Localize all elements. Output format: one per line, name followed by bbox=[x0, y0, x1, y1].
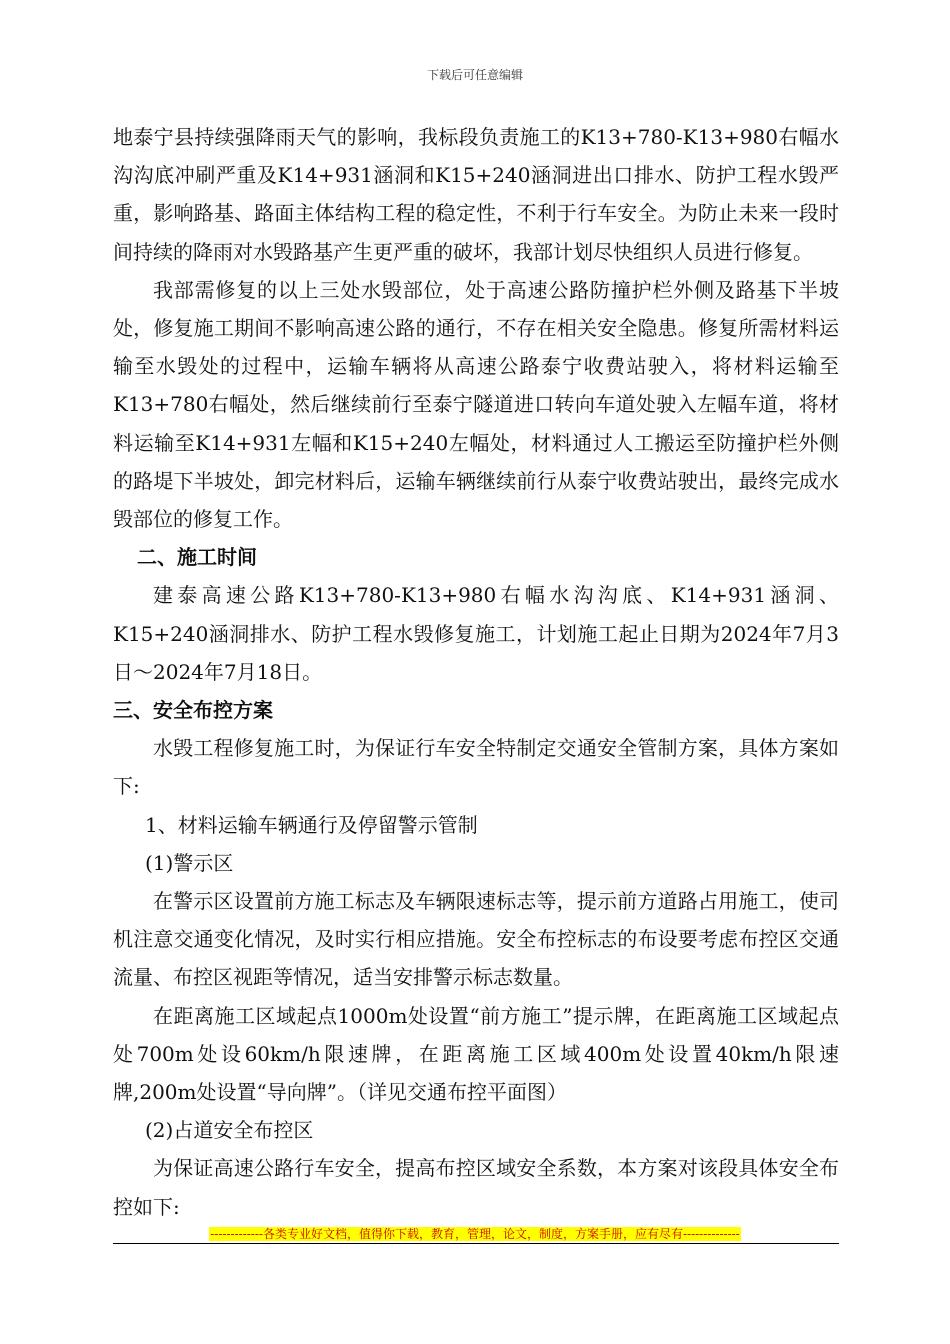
paragraph-7: 为保证高速公路行车安全，提高布控区域安全系数，本方案对该段具体安全布控如下: bbox=[113, 1156, 839, 1219]
subheading-material-transport: 1、材料运输车辆通行及停留警示管制 bbox=[145, 812, 478, 837]
paragraph-2: 我部需修复的以上三处水毁部位，处于高速公路防撞护栏外侧及路基下半坡处，修复施工期间不影响高速公路的通行，不存在相关安全隐患。修复所需材料运输至水毁处的过程中，运输车辆将从高速公路泰宁收费站驶入，将材料运输至K13+780右幅处，然后继续前行至泰宁隧道进口转向车道处驶入左幅车道，将材料运输至K14+931左幅和K15+240左幅处，材料通过人工搬运至防撞护栏外侧的路堤下半坡处，卸完材料后，运输车辆继续前行从泰宁收费站驶出，最终完成水毁部位的修复工作。 bbox=[113, 277, 839, 532]
paragraph-1: 地泰宁县持续强降雨天气的影响，我标段负责施工的K13+780-K13+980右幅水沟沟底冲刷严重及K14+931涵洞和K15+240涵洞进出口排水、防护工程水毁严重，影响路基、路面主体结构工程的稳定性，不利于行车安全。为防止未来一段时间持续的降雨对水毁路基产生更严重的破坏，我部计划尽快组织人员进行修复。 bbox=[113, 125, 839, 264]
paragraph-3: 建泰高速公路K13+780-K13+980右幅水沟沟底、K14+931涵洞、K15+240涵洞排水、防护工程水毁修复施工，计划施工起止日期为2024年7月3日～2024年7月18日。 bbox=[113, 583, 839, 684]
paragraph-6: 在距离施工区域起点1000m处设置“前方施工”提示牌，在距离施工区域起点处700m处设60km/h限速牌，在距离施工区域400m处设置40km/h限速牌,200m处设置“导向牌”。（详见交通布控平面图） bbox=[113, 1003, 839, 1105]
subheading-warning-zone: (1)警示区 bbox=[145, 850, 234, 875]
document-body bbox=[113, 118, 839, 1226]
section-heading-construction-time: 二、施工时间 bbox=[137, 545, 257, 570]
footer-banner bbox=[0, 1227, 950, 1241]
section-heading-safety-plan: 三、安全布控方案 bbox=[113, 698, 273, 723]
paragraph-5: 在警示区设置前方施工标志及车辆限速标志等，提示前方道路占用施工，使司机注意交通变化情况，及时实行相应措施。安全布控标志的布设要考虑布控区交通流量、布控区视距等情况，适当安排警示标志数量。 bbox=[113, 889, 839, 990]
header-note: 下载后可任意编辑 bbox=[426, 68, 523, 82]
footer-banner-text: -------------各类专业好文档，值得你下载，教育，管理，论文，制度，方案手册，应有尽有-------------- bbox=[210, 1227, 740, 1241]
footer-divider bbox=[113, 1243, 839, 1244]
subheading-lane-control-zone: (2)占道安全布控区 bbox=[145, 1118, 314, 1143]
paragraph-4: 水毁工程修复施工时，为保证行车安全特制定交通安全管制方案，具体方案如下: bbox=[113, 736, 839, 799]
